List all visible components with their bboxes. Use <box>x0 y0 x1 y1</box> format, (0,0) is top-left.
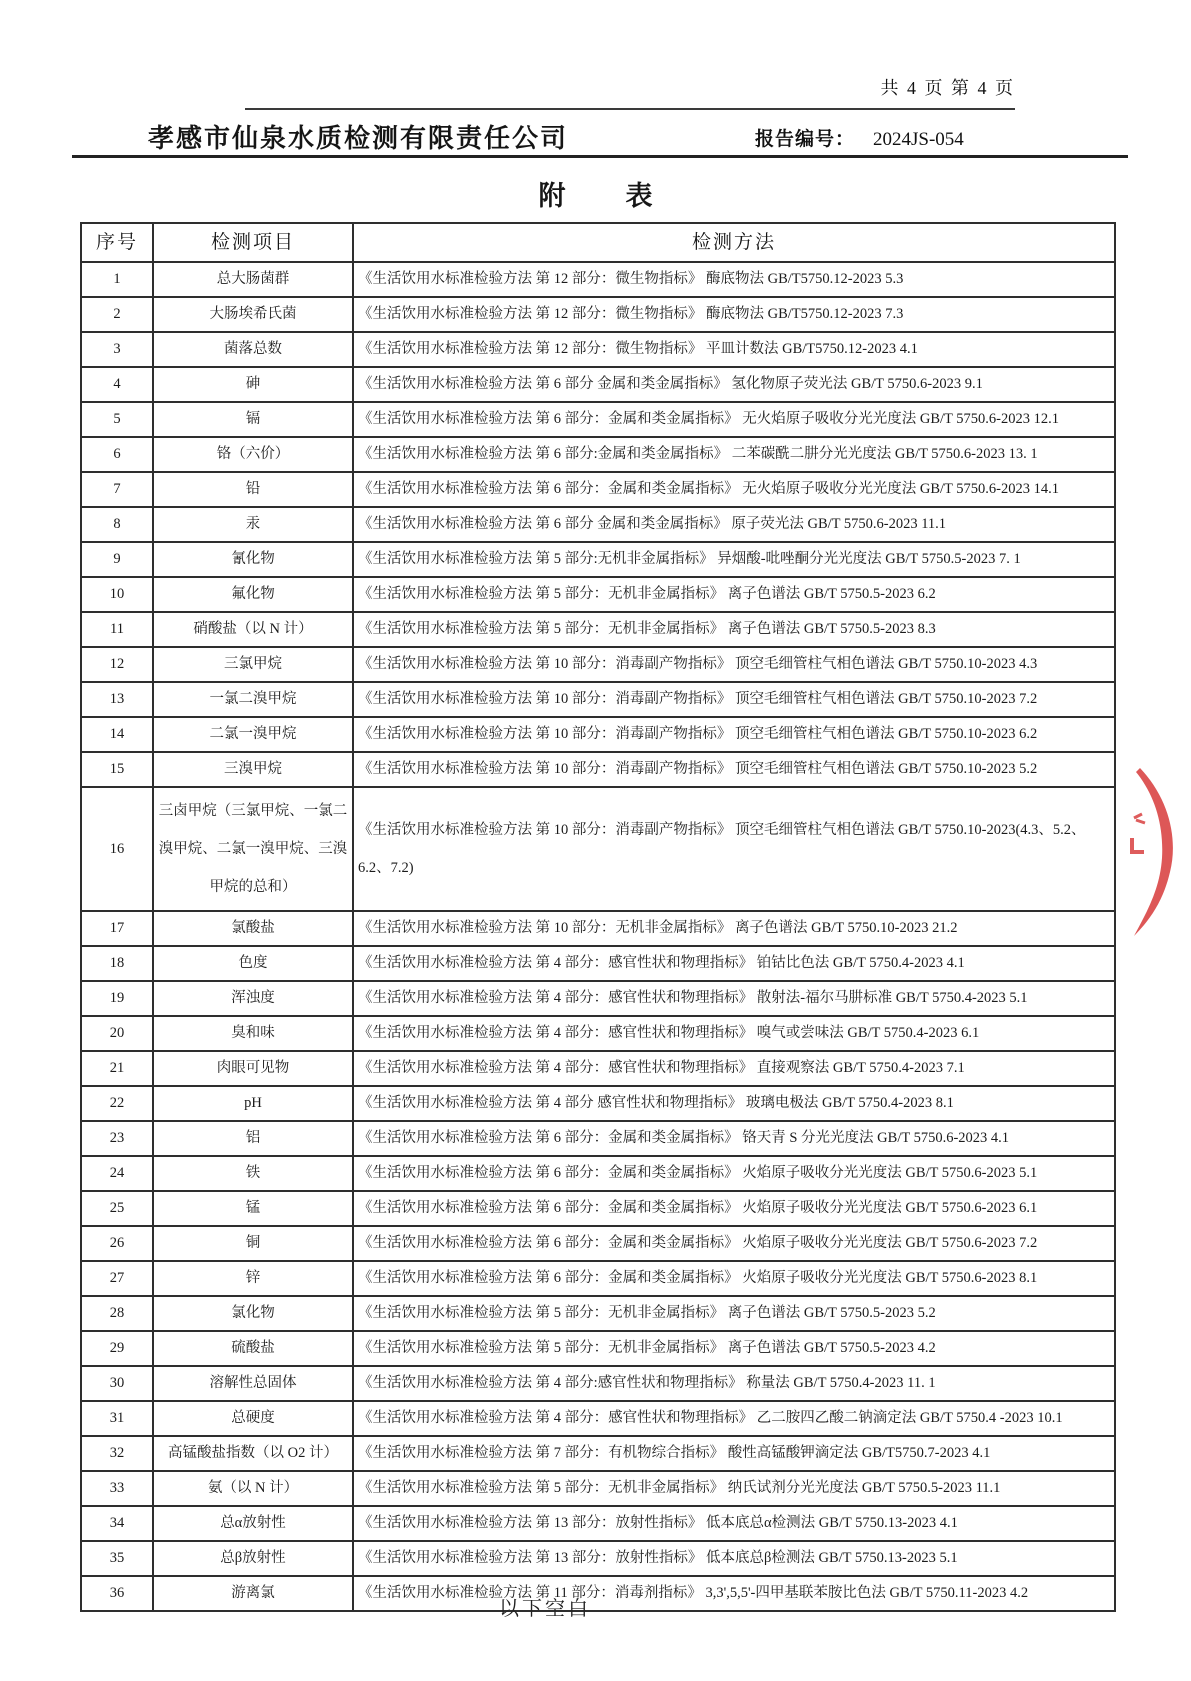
test-item-cell: 浑浊度 <box>153 981 353 1016</box>
test-item-cell: pH <box>153 1086 353 1121</box>
test-method-cell: 《生活饮用水标准检验方法 第 4 部分：感官性状和物理指标》 直接观察法 GB/T 5750.4-2023 7.1 <box>353 1051 1115 1086</box>
test-method-cell: 《生活饮用水标准检验方法 第 12 部分：微生物指标》 平皿计数法 GB/T5750.12-2023 4.1 <box>353 332 1115 367</box>
red-seal-edge-stamp <box>1118 760 1191 940</box>
test-item-cell: 总大肠菌群 <box>153 262 353 297</box>
test-method-cell: 《生活饮用水标准检验方法 第 6 部分：金属和类金属指标》 火焰原子吸收分光光度法 GB/T 5750.6-2023 5.1 <box>353 1156 1115 1191</box>
test-method-cell: 《生活饮用水标准检验方法 第 6 部分 金属和类金属指标》 原子荧光法 GB/T 5750.6-2023 11.1 <box>353 507 1115 542</box>
test-item-cell: 菌落总数 <box>153 332 353 367</box>
test-item-cell: 铅 <box>153 472 353 507</box>
report-number-value: 2024JS-054 <box>873 129 964 150</box>
table-row <box>81 1366 1115 1401</box>
test-item-cell: 铬（六价） <box>153 437 353 472</box>
row-number-cell: 21 <box>81 1051 153 1086</box>
table-row <box>81 752 1115 787</box>
test-item-cell: 氰化物 <box>153 542 353 577</box>
test-method-cell: 《生活饮用水标准检验方法 第 10 部分：消毒副产物指标》 顶空毛细管柱气相色谱法 GB/T 5750.10-2023 7.2 <box>353 682 1115 717</box>
test-method-cell: 《生活饮用水标准检验方法 第 6 部分：金属和类金属指标》 火焰原子吸收分光光度法 GB/T 5750.6-2023 8.1 <box>353 1261 1115 1296</box>
test-method-cell: 《生活饮用水标准检验方法 第 6 部分 金属和类金属指标》 氢化物原子荧光法 GB/T 5750.6-2023 9.1 <box>353 367 1115 402</box>
test-item-cell: 一氯二溴甲烷 <box>153 682 353 717</box>
row-number-cell: 14 <box>81 717 153 752</box>
row-number-cell: 12 <box>81 647 153 682</box>
methods-table-container <box>80 222 1116 1612</box>
test-item-cell: 高锰酸盐指数（以 O2 计） <box>153 1436 353 1471</box>
report-number-label: 报告编号： <box>755 129 856 150</box>
row-number-cell: 3 <box>81 332 153 367</box>
table-row <box>81 981 1115 1016</box>
row-number-cell: 2 <box>81 297 153 332</box>
table-body <box>81 262 1115 1611</box>
test-item-cell: 锰 <box>153 1191 353 1226</box>
table-row <box>81 472 1115 507</box>
table-row <box>81 911 1115 946</box>
table-row <box>81 1261 1115 1296</box>
table-row <box>81 1156 1115 1191</box>
test-item-cell: 氟化物 <box>153 577 353 612</box>
test-item-cell: 游离氯 <box>153 1576 353 1611</box>
row-number-cell: 29 <box>81 1331 153 1366</box>
test-item-cell: 二氯一溴甲烷 <box>153 717 353 752</box>
test-item-cell: 总β放射性 <box>153 1541 353 1576</box>
table-row <box>81 297 1115 332</box>
test-method-cell: 《生活饮用水标准检验方法 第 6 部分：金属和类金属指标》 火焰原子吸收分光光度法 GB/T 5750.6-2023 6.1 <box>353 1191 1115 1226</box>
report-number-line <box>755 124 964 151</box>
row-number-cell: 20 <box>81 1016 153 1051</box>
test-method-cell: 《生活饮用水标准检验方法 第 5 部分:无机非金属指标》 异烟酸-吡唑酮分光光度法 GB/T 5750.5-2023 7. 1 <box>353 542 1115 577</box>
table-row <box>81 1191 1115 1226</box>
row-number-cell: 1 <box>81 262 153 297</box>
table-row <box>81 1226 1115 1261</box>
methods-table <box>80 222 1116 1612</box>
row-number-cell: 26 <box>81 1226 153 1261</box>
table-row <box>81 1051 1115 1086</box>
test-item-cell: 镉 <box>153 402 353 437</box>
test-method-cell: 《生活饮用水标准检验方法 第 10 部分：消毒副产物指标》 顶空毛细管柱气相色谱法 GB/T 5750.10-2023(4.3、5.2、6.2、7.2) <box>353 787 1115 911</box>
test-item-cell: 砷 <box>153 367 353 402</box>
test-method-cell: 《生活饮用水标准检验方法 第 12 部分：微生物指标》 酶底物法 GB/T5750.12-2023 7.3 <box>353 297 1115 332</box>
test-item-cell: 三氯甲烷 <box>153 647 353 682</box>
column-header-0: 序号 <box>81 223 153 262</box>
test-method-cell: 《生活饮用水标准检验方法 第 7 部分：有机物综合指标》 酸性高锰酸钾滴定法 GB/T5750.7-2023 4.1 <box>353 1436 1115 1471</box>
table-row <box>81 682 1115 717</box>
test-method-cell: 《生活饮用水标准检验方法 第 4 部分:感官性状和物理指标》 称量法 GB/T 5750.4-2023 11. 1 <box>353 1366 1115 1401</box>
test-item-cell: 溶解性总固体 <box>153 1366 353 1401</box>
table-row <box>81 647 1115 682</box>
red-seal-mark-2 <box>1132 838 1144 852</box>
table-row <box>81 437 1115 472</box>
test-method-cell: 《生活饮用水标准检验方法 第 10 部分：消毒副产物指标》 顶空毛细管柱气相色谱法 GB/T 5750.10-2023 6.2 <box>353 717 1115 752</box>
row-number-cell: 35 <box>81 1541 153 1576</box>
table-row <box>81 507 1115 542</box>
table-row <box>81 1331 1115 1366</box>
test-method-cell: 《生活饮用水标准检验方法 第 5 部分：无机非金属指标》 离子色谱法 GB/T 5750.5-2023 6.2 <box>353 577 1115 612</box>
row-number-cell: 15 <box>81 752 153 787</box>
test-item-cell: 三卤甲烷（三氯甲烷、一氯二溴甲烷、二氯一溴甲烷、三溴甲烷的总和） <box>153 787 353 911</box>
row-number-cell: 25 <box>81 1191 153 1226</box>
test-item-cell: 氯化物 <box>153 1296 353 1331</box>
test-method-cell: 《生活饮用水标准检验方法 第 4 部分：感官性状和物理指标》 铂钴比色法 GB/T 5750.4-2023 4.1 <box>353 946 1115 981</box>
table-row <box>81 1506 1115 1541</box>
company-name: 孝感市仙泉水质检测有限责任公司 <box>148 123 569 153</box>
row-number-cell: 17 <box>81 911 153 946</box>
test-item-cell: 臭和味 <box>153 1016 353 1051</box>
red-seal-mark-1 <box>1134 814 1145 823</box>
test-method-cell: 《生活饮用水标准检验方法 第 13 部分：放射性指标》 低本底总β检测法 GB/T 5750.13-2023 5.1 <box>353 1541 1115 1576</box>
row-number-cell: 33 <box>81 1471 153 1506</box>
test-method-cell: 《生活饮用水标准检验方法 第 5 部分：无机非金属指标》 离子色谱法 GB/T 5750.5-2023 8.3 <box>353 612 1115 647</box>
row-number-cell: 10 <box>81 577 153 612</box>
row-number-cell: 5 <box>81 402 153 437</box>
row-number-cell: 16 <box>81 787 153 911</box>
test-item-cell: 肉眼可见物 <box>153 1051 353 1086</box>
row-number-cell: 36 <box>81 1576 153 1611</box>
test-method-cell: 《生活饮用水标准检验方法 第 13 部分：放射性指标》 低本底总α检测法 GB/T 5750.13-2023 4.1 <box>353 1506 1115 1541</box>
table-row <box>81 612 1115 647</box>
header-thin-rule <box>245 108 1015 110</box>
table-row <box>81 717 1115 752</box>
table-row <box>81 542 1115 577</box>
row-number-cell: 34 <box>81 1506 153 1541</box>
row-number-cell: 19 <box>81 981 153 1016</box>
row-number-cell: 6 <box>81 437 153 472</box>
table-row <box>81 1436 1115 1471</box>
row-number-cell: 32 <box>81 1436 153 1471</box>
table-row <box>81 402 1115 437</box>
test-method-cell: 《生活饮用水标准检验方法 第 6 部分:金属和类金属指标》 二苯碳酰二肼分光光度法 GB/T 5750.6-2023 13. 1 <box>353 437 1115 472</box>
row-number-cell: 7 <box>81 472 153 507</box>
page-number: 共 4 页 第 4 页 <box>880 78 1015 98</box>
test-item-cell: 大肠埃希氏菌 <box>153 297 353 332</box>
test-item-cell: 氨（以 N 计） <box>153 1471 353 1506</box>
test-item-cell: 色度 <box>153 946 353 981</box>
test-method-cell: 《生活饮用水标准检验方法 第 4 部分：感官性状和物理指标》 嗅气或尝味法 GB/T 5750.4-2023 6.1 <box>353 1016 1115 1051</box>
table-row <box>81 787 1115 911</box>
row-number-cell: 30 <box>81 1366 153 1401</box>
table-row <box>81 1401 1115 1436</box>
table-row <box>81 577 1115 612</box>
test-method-cell: 《生活饮用水标准检验方法 第 5 部分：无机非金属指标》 纳氏试剂分光光度法 GB/T 5750.5-2023 11.1 <box>353 1471 1115 1506</box>
table-row <box>81 332 1115 367</box>
row-number-cell: 11 <box>81 612 153 647</box>
test-method-cell: 《生活饮用水标准检验方法 第 4 部分：感官性状和物理指标》 乙二胺四乙酸二钠滴定法 GB/T 5750.4 -2023 10.1 <box>353 1401 1115 1436</box>
test-method-cell: 《生活饮用水标准检验方法 第 6 部分：金属和类金属指标》 无火焰原子吸收分光光度法 GB/T 5750.6-2023 14.1 <box>353 472 1115 507</box>
table-row <box>81 946 1115 981</box>
table-row <box>81 1471 1115 1506</box>
table-row <box>81 1296 1115 1331</box>
test-method-cell: 《生活饮用水标准检验方法 第 6 部分：金属和类金属指标》 铬天青 S 分光光度法 GB/T 5750.6-2023 4.1 <box>353 1121 1115 1156</box>
test-method-cell: 《生活饮用水标准检验方法 第 6 部分：金属和类金属指标》 火焰原子吸收分光光度法 GB/T 5750.6-2023 7.2 <box>353 1226 1115 1261</box>
test-method-cell: 《生活饮用水标准检验方法 第 6 部分：金属和类金属指标》 无火焰原子吸收分光光度法 GB/T 5750.6-2023 12.1 <box>353 402 1115 437</box>
test-method-cell: 《生活饮用水标准检验方法 第 5 部分：无机非金属指标》 离子色谱法 GB/T 5750.5-2023 4.2 <box>353 1331 1115 1366</box>
table-row <box>81 262 1115 297</box>
test-item-cell: 三溴甲烷 <box>153 752 353 787</box>
table-row <box>81 1541 1115 1576</box>
test-method-cell: 《生活饮用水标准检验方法 第 4 部分 感官性状和物理指标》 玻璃电极法 GB/T 5750.4-2023 8.1 <box>353 1086 1115 1121</box>
table-row <box>81 1016 1115 1051</box>
row-number-cell: 8 <box>81 507 153 542</box>
test-method-cell: 《生活饮用水标准检验方法 第 10 部分：无机非金属指标》 离子色谱法 GB/T 5750.10-2023 21.2 <box>353 911 1115 946</box>
row-number-cell: 9 <box>81 542 153 577</box>
row-number-cell: 13 <box>81 682 153 717</box>
test-item-cell: 锌 <box>153 1261 353 1296</box>
header-thick-rule <box>72 155 1128 158</box>
row-number-cell: 4 <box>81 367 153 402</box>
test-method-cell: 《生活饮用水标准检验方法 第 10 部分：消毒副产物指标》 顶空毛细管柱气相色谱法 GB/T 5750.10-2023 4.3 <box>353 647 1115 682</box>
test-method-cell: 《生活饮用水标准检验方法 第 10 部分：消毒副产物指标》 顶空毛细管柱气相色谱法 GB/T 5750.10-2023 5.2 <box>353 752 1115 787</box>
row-number-cell: 24 <box>81 1156 153 1191</box>
row-number-cell: 27 <box>81 1261 153 1296</box>
test-method-cell: 《生活饮用水标准检验方法 第 4 部分：感官性状和物理指标》 散射法-福尔马肼标准 GB/T 5750.4-2023 5.1 <box>353 981 1115 1016</box>
row-number-cell: 22 <box>81 1086 153 1121</box>
test-method-cell: 《生活饮用水标准检验方法 第 12 部分：微生物指标》 酶底物法 GB/T5750.12-2023 5.3 <box>353 262 1115 297</box>
test-item-cell: 总硬度 <box>153 1401 353 1436</box>
table-header <box>81 223 1115 262</box>
red-seal-arc <box>1134 768 1173 936</box>
test-item-cell: 铜 <box>153 1226 353 1261</box>
table-header-row <box>81 223 1115 262</box>
row-number-cell: 28 <box>81 1296 153 1331</box>
test-item-cell: 硝酸盐（以 N 计） <box>153 612 353 647</box>
test-item-cell: 铁 <box>153 1156 353 1191</box>
table-row <box>81 1086 1115 1121</box>
row-number-cell: 31 <box>81 1401 153 1436</box>
test-item-cell: 硫酸盐 <box>153 1331 353 1366</box>
column-header-1: 检测项目 <box>153 223 353 262</box>
test-item-cell: 总α放射性 <box>153 1506 353 1541</box>
test-item-cell: 铝 <box>153 1121 353 1156</box>
row-number-cell: 18 <box>81 946 153 981</box>
test-item-cell: 氯酸盐 <box>153 911 353 946</box>
column-header-2: 检测方法 <box>353 223 1115 262</box>
test-item-cell: 汞 <box>153 507 353 542</box>
row-number-cell: 23 <box>81 1121 153 1156</box>
table-row <box>81 367 1115 402</box>
table-row <box>81 1121 1115 1156</box>
test-method-cell: 《生活饮用水标准检验方法 第 5 部分：无机非金属指标》 离子色谱法 GB/T 5750.5-2023 5.2 <box>353 1296 1115 1331</box>
footer-blank-note: 以下空白 <box>499 1598 591 1620</box>
page-title: 附 表 <box>538 181 653 211</box>
test-method-cell: 《生活饮用水标准检验方法 第 11 部分：消毒剂指标》 3,3',5,5'-四甲基联苯胺比色法 GB/T 5750.11-2023 4.2 <box>353 1576 1115 1611</box>
